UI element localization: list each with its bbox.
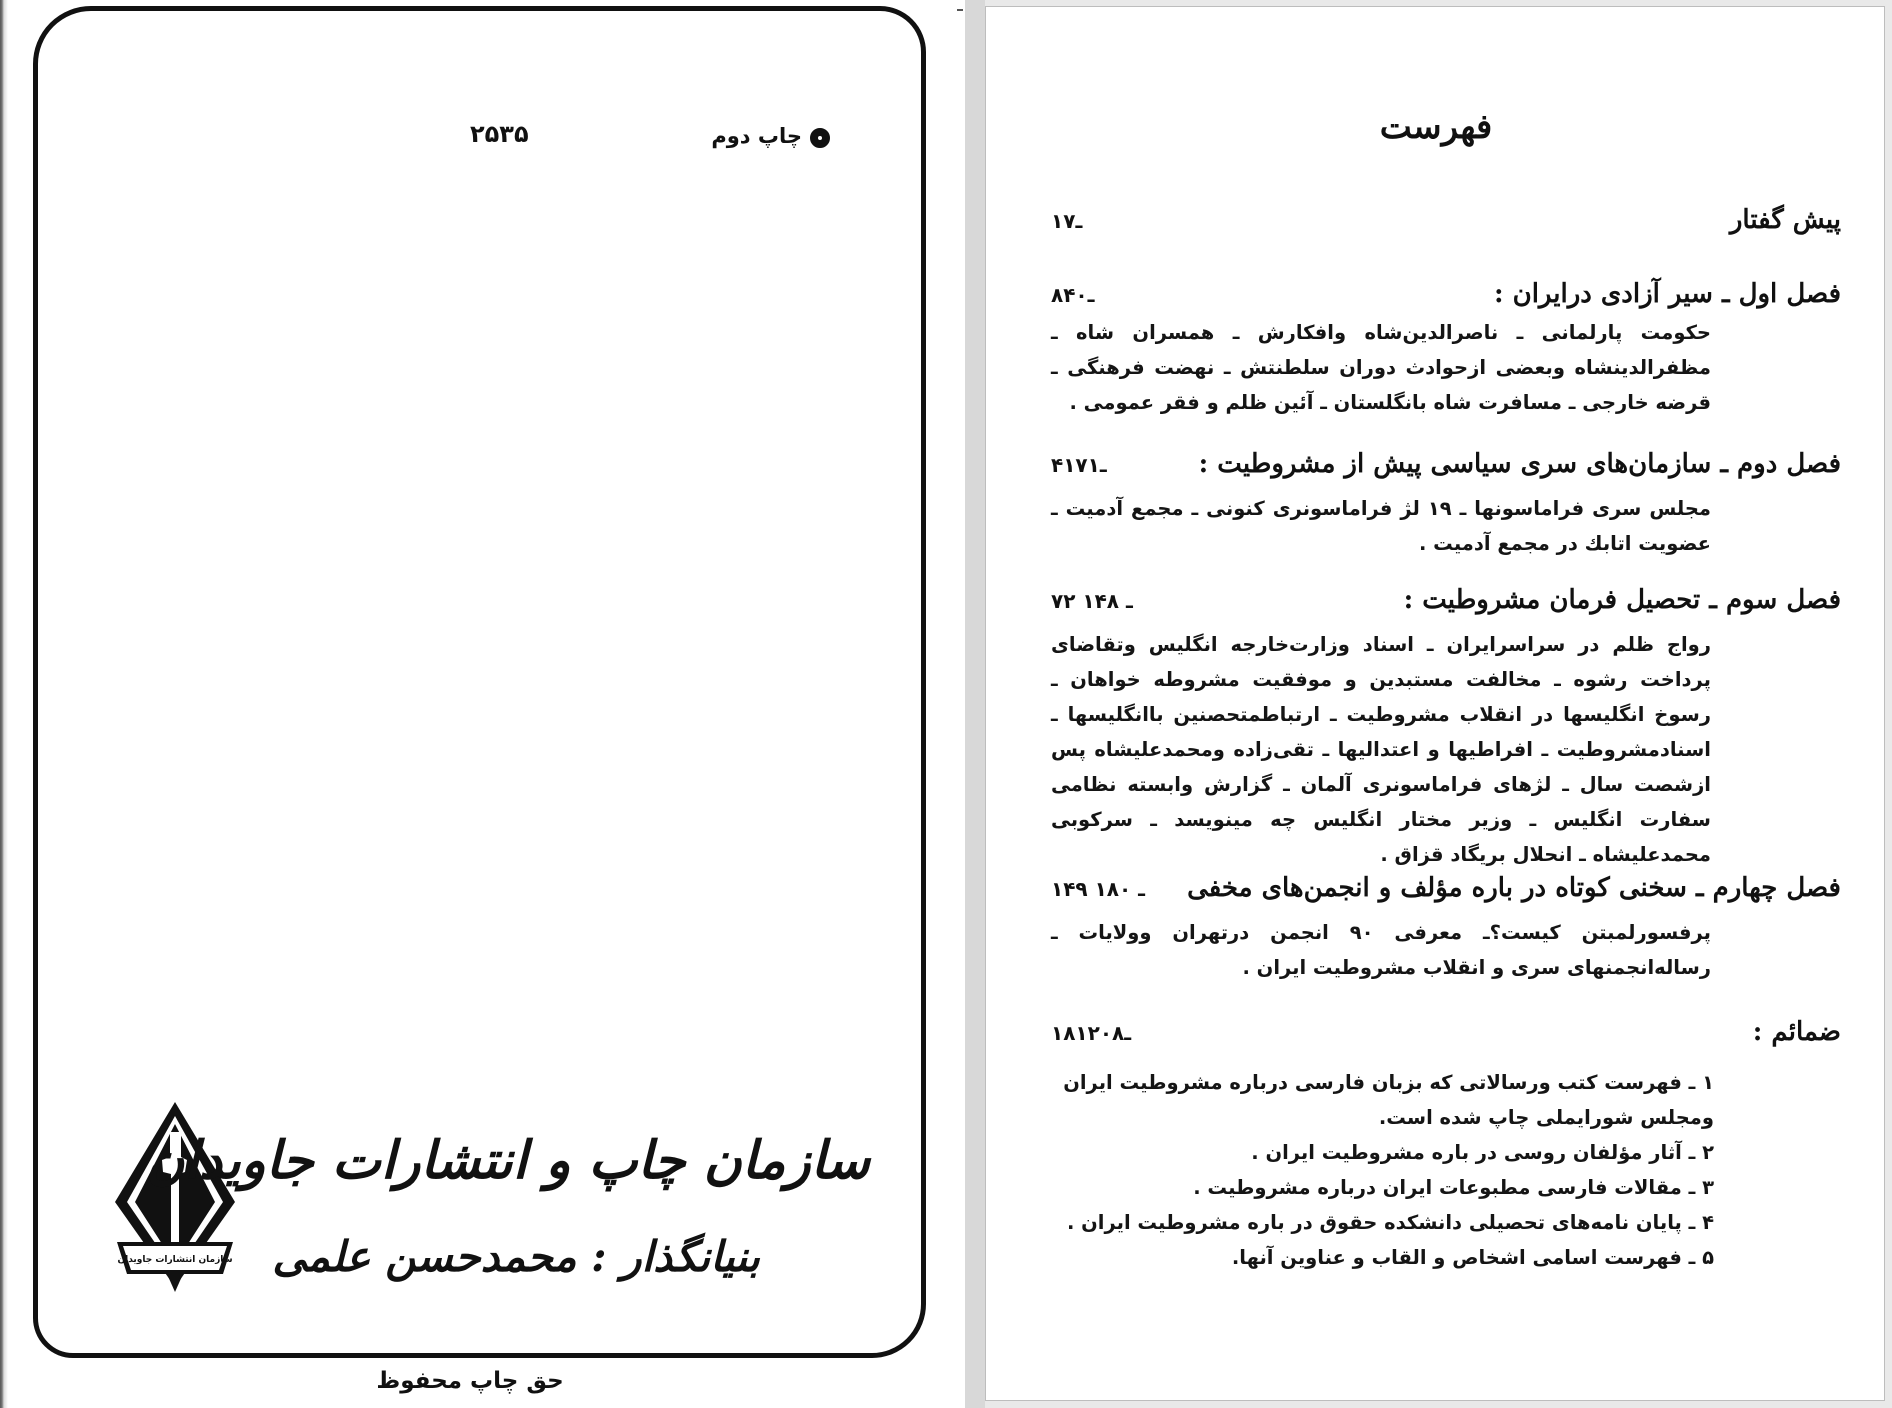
- toc-section-appendices: [1051, 1017, 1841, 1275]
- page-range: ۷۲ ـ ۱۴۸: [1051, 589, 1133, 613]
- toc-section-foreword: [1051, 205, 1841, 241]
- section-label: فصل دوم ـ سازمان‌های سری سیاسی پیش از مشروطیت :: [1198, 449, 1841, 479]
- edition-label: چاپ دوم: [711, 124, 802, 148]
- list-item: ۵ ـ فهرست اسامی اشخاص و القاب و عناوین آنها.: [1231, 1246, 1714, 1269]
- publisher-name: سازمان چاپ و انتشارات جاویدان: [146, 1130, 870, 1191]
- list-item: ۳ ـ مقالات فارسی مطبوعات ایران درباره مشروطیت .: [1193, 1176, 1714, 1199]
- section-summary: حکومت پارلمانی ـ ناصرالدین‌شاه وافکارش ـ همسران شاه ـ مظفرالدینشاه وبعضی ازحوادث دوران سلطنتش ـ نهضت فرهنگی ـ قرضه خارجی ـ مسافرت شاه بانگلستان ـ آئین ظلم و فقر عمومی .: [1051, 321, 1711, 414]
- section-label: ضمائم :: [1752, 1017, 1841, 1047]
- edition-info: [430, 120, 830, 160]
- gutter-mark: [957, 9, 963, 11]
- toc-section-chapter-4: [1051, 873, 1841, 985]
- section-heading: [1051, 449, 1841, 485]
- section-summary: مجلس سری فراماسونها ـ ۱۹ لژ فراماسونری کنونی ـ مجمع آدمیت ـ عضویت اتابك در مجمع آدمیت .: [1051, 497, 1711, 555]
- page-range: ۱۴۹ ـ ۱۸۰: [1051, 877, 1146, 901]
- page-range: ۱ـ۷: [1051, 209, 1083, 233]
- list-item: ۱ ـ فهرست کتب ورسالاتی که بزبان فارسی درباره مشروطیت ایران ومجلس شورایملی چاپ شده است.: [1063, 1071, 1714, 1129]
- section-summary: رواج ظلم در سراسرایران ـ اسناد وزارت‌خارجه انگلیس وتقاضای پرداخت رشوه ـ مخالفت مستبدین و موفقیت مشروطه خواهان ـ رسوخ انگلیسها در انقلاب مشروطیت ـ ارتباطمتحصنین باانگلیسها ـ اسنادمشروطیت ـ افراطیها و اعتدالیها ـ تقی‌زاده ومحمدعلیشاه پس ازشصت سال ـ لژهای فراماسونری آلمان ـ گزارش وابسته نظامی سفارت انگلیس ـ وزیر مختار انگلیس چه مینویسد ـ سرکوبی محمدعلیشاه ـ انحلال بریگاد قزاق .: [1051, 633, 1711, 866]
- right-page: [985, 6, 1885, 1401]
- section-label: پیش گفتار: [1729, 205, 1841, 235]
- section-summary: پرفسورلمبتن کیست؟ـ معرفی ۹۰ انجمن درتهران وولایات ـ رساله‌انجمنهای سری و انقلاب مشروطیت ایران .: [1051, 921, 1712, 979]
- page-gutter: [965, 0, 985, 1408]
- section-label: فصل اول ـ سیر آزادی درایران :: [1493, 279, 1841, 309]
- page-range: ۱۸۱ـ۲۰۸: [1051, 1021, 1132, 1045]
- page-range: ۴۱ـ۷۱: [1051, 453, 1107, 477]
- appendix-list: [1051, 1065, 1831, 1275]
- table-of-contents: [986, 7, 1886, 1402]
- toc-title: فهرست: [1379, 107, 1493, 147]
- toc-section-chapter-3: [1051, 585, 1841, 872]
- section-heading: [1051, 205, 1841, 241]
- list-item: ۲ ـ آثار مؤلفان روسی در باره مشروطیت ایران .: [1251, 1141, 1714, 1164]
- founder-line: بنیانگذار : محمدحسن علمی: [272, 1232, 760, 1281]
- logo-text: سازمان انتشارات جاویدان: [117, 1255, 233, 1265]
- copyright-notice: حق چاپ محفوظ: [376, 1368, 564, 1394]
- page-range: ۸ـ۴۰: [1051, 283, 1095, 307]
- section-heading: [1051, 279, 1841, 315]
- toc-section-chapter-2: [1051, 449, 1841, 561]
- section-label: فصل سوم ـ تحصیل فرمان مشروطیت :: [1403, 585, 1841, 615]
- section-heading: [1051, 585, 1841, 621]
- section-label: فصل چهارم ـ سخنی کوتاه در باره مؤلف و انجمن‌های مخفی: [1187, 873, 1841, 903]
- page-edge-shadow: [0, 0, 8, 1408]
- toc-section-chapter-1: [1051, 279, 1841, 420]
- section-heading: [1051, 1017, 1841, 1053]
- bullet-icon: [810, 128, 830, 148]
- section-heading: [1051, 873, 1841, 909]
- edition-year: ۲۵۳۵: [470, 120, 529, 148]
- list-item: ۴ ـ پایان نامه‌های تحصیلی دانشکده حقوق در باره مشروطیت ایران .: [1066, 1211, 1714, 1234]
